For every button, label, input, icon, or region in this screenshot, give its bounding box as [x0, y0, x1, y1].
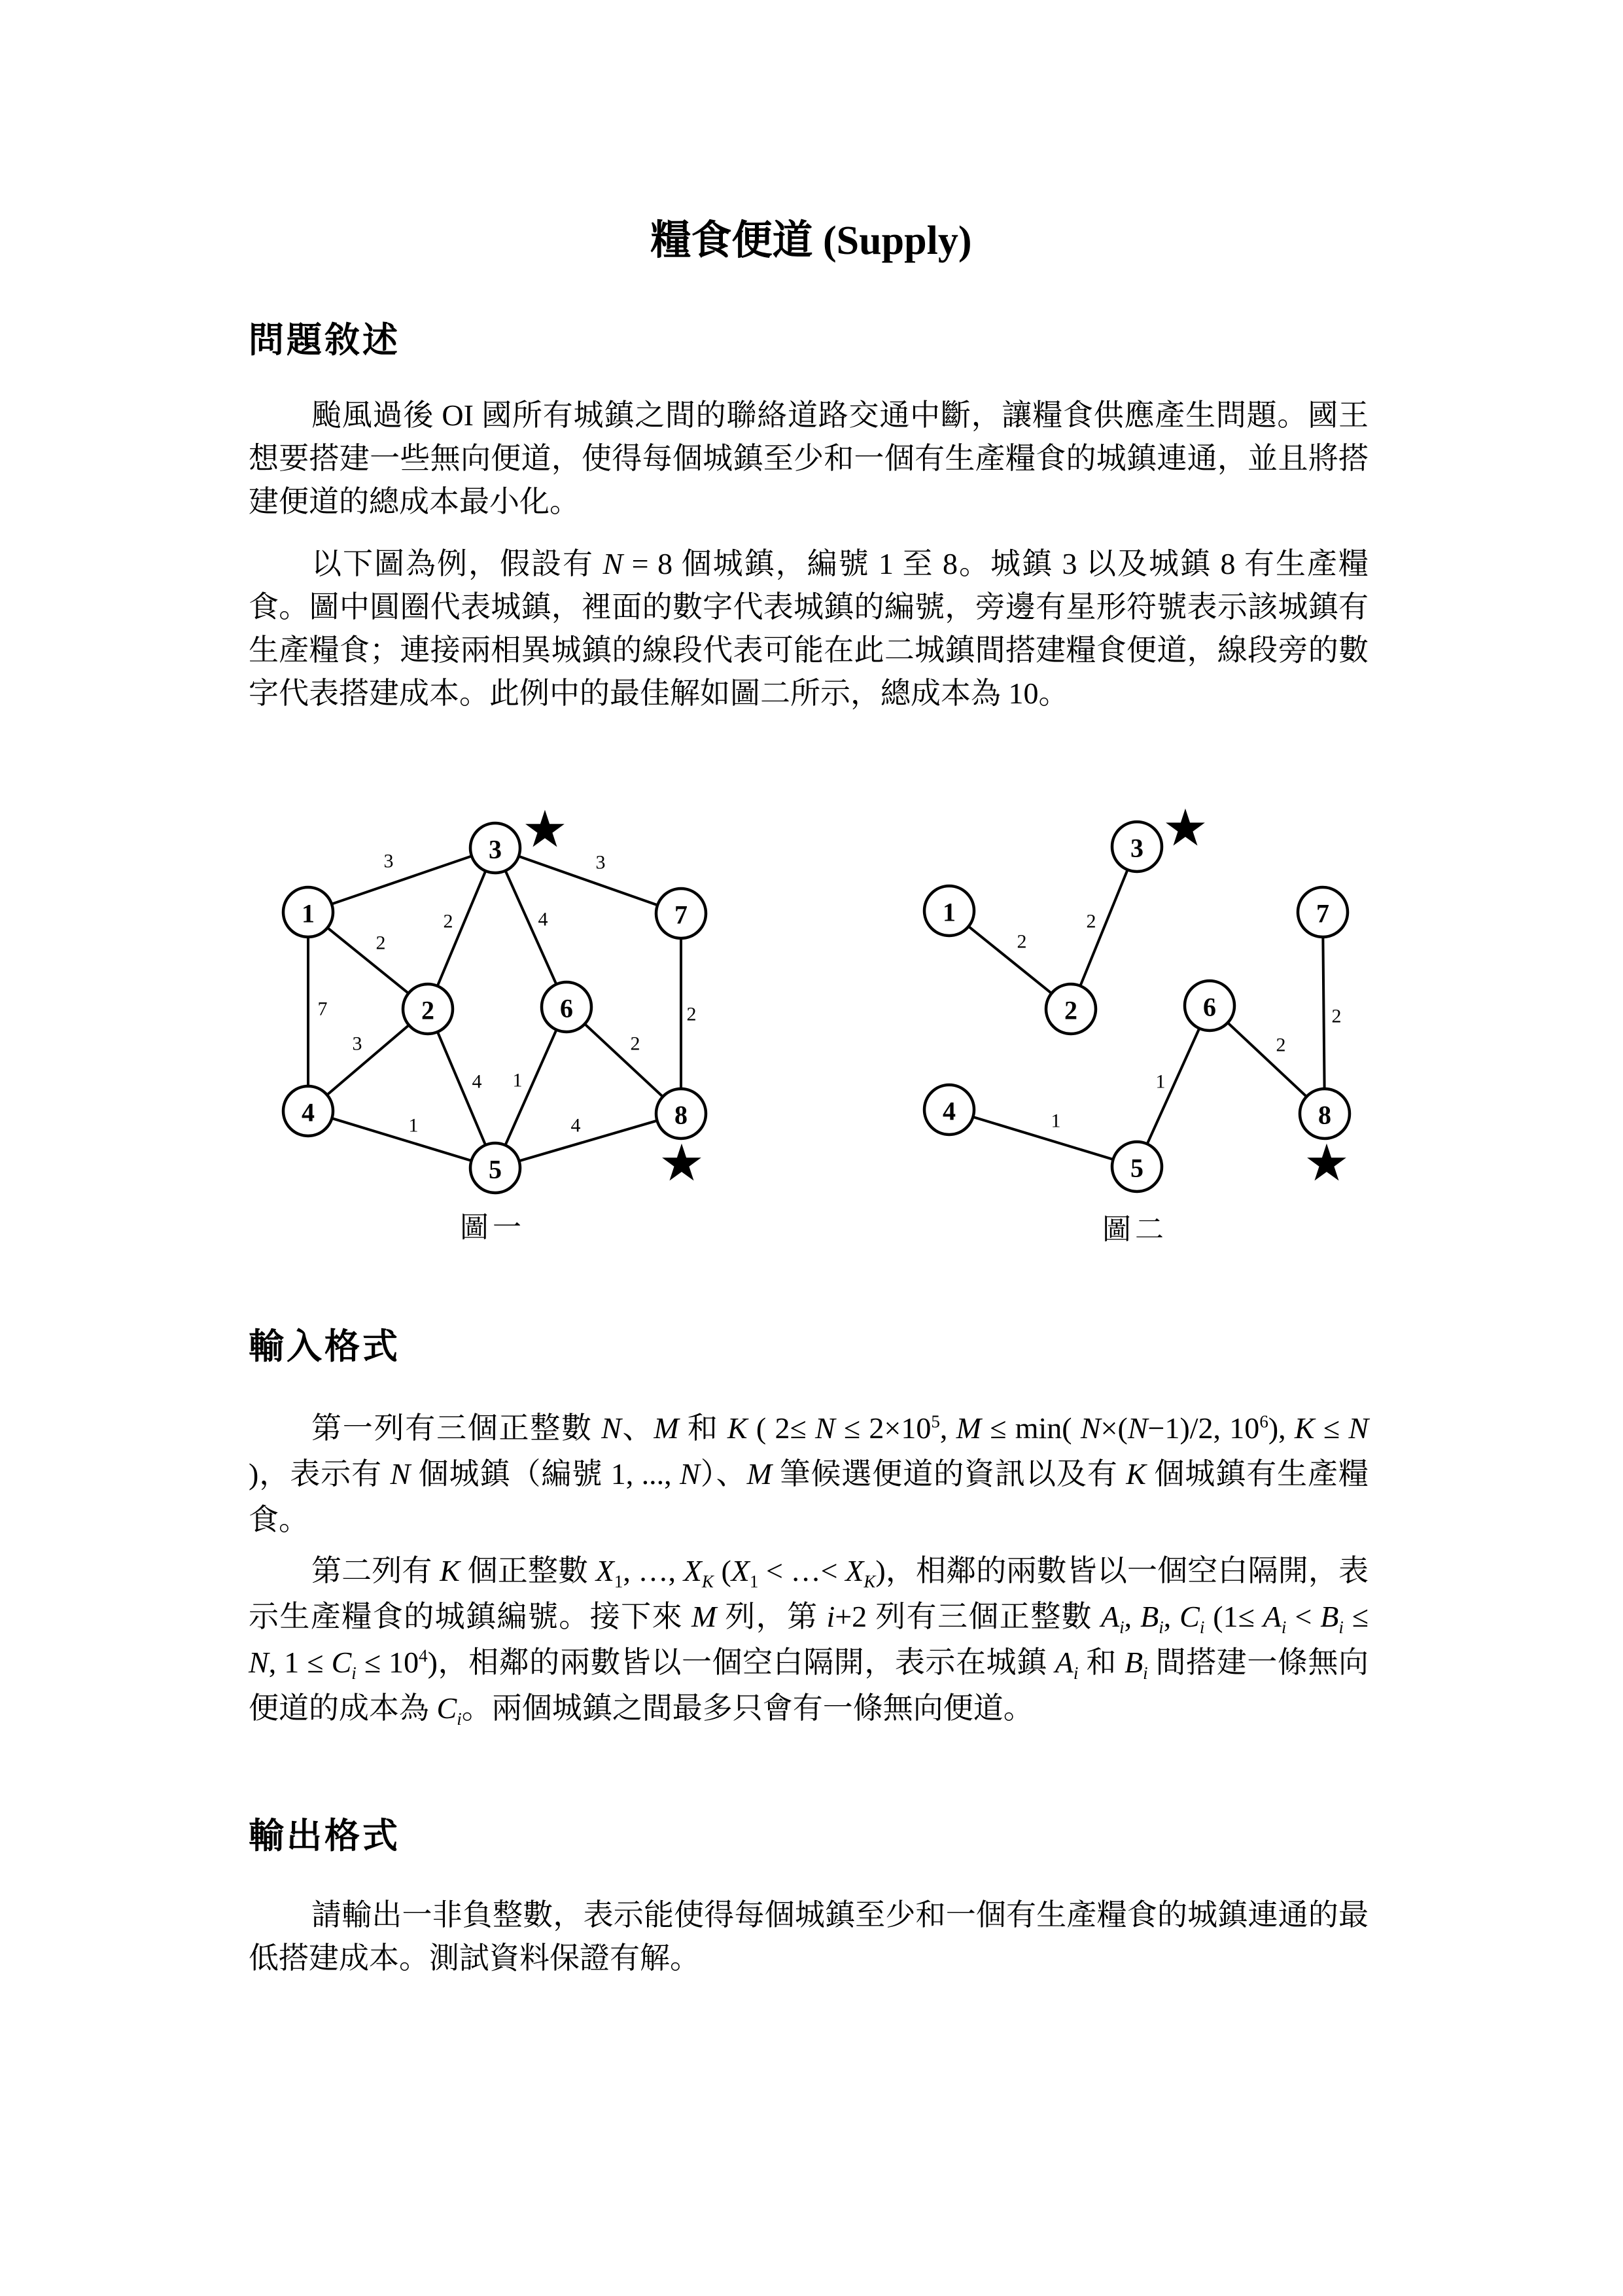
math-variable: N [1127, 1411, 1148, 1445]
math-variable: B [1125, 1646, 1143, 1679]
text-run: ≤ min( [981, 1411, 1081, 1445]
town-node-label-3: 3 [1130, 833, 1143, 863]
edge-weight-2-3: 2 [1086, 910, 1096, 932]
edge-weight-6-8: 2 [630, 1033, 640, 1055]
math-variable: i [1199, 1617, 1205, 1638]
graph-edge-4-5 [308, 1111, 495, 1168]
math-variable: M [746, 1457, 772, 1491]
math-variable: K [727, 1411, 748, 1445]
town-node-label-8: 8 [674, 1100, 688, 1130]
text-run: ), [1268, 1411, 1295, 1445]
math-variable: N [680, 1457, 700, 1491]
figure-one-graph [249, 802, 759, 1273]
text-run: 。兩個城鎮之間最多只會有一條無向便道。 [461, 1691, 1034, 1725]
graph-edge-5-8 [495, 1114, 681, 1168]
food-producer-star-icon: ★ [659, 1134, 705, 1193]
text-run: ( [713, 1554, 731, 1587]
math-variable: i [351, 1663, 357, 1684]
math-variable: i [1073, 1663, 1079, 1684]
town-node-label-8: 8 [1318, 1100, 1331, 1130]
math-variable: K [864, 1572, 876, 1592]
math-variable: X [845, 1554, 864, 1587]
edge-weight-5-8: 4 [570, 1114, 581, 1137]
text-run: , [1163, 1600, 1180, 1633]
text-run: 4 [419, 1646, 428, 1666]
town-node-label-3: 3 [489, 834, 502, 864]
text-run: ≤ 10 [356, 1646, 419, 1679]
town-node-label-2: 2 [421, 995, 434, 1025]
math-variable: N [390, 1457, 411, 1491]
edge-weight-1-2: 2 [375, 932, 386, 954]
heading-input-format: 輸入格式 [249, 1327, 400, 1366]
text-run: ≤ 2×10 [835, 1411, 932, 1445]
math-variable: A [1055, 1646, 1073, 1679]
graph-edge-5-6 [1137, 1006, 1210, 1167]
output-paragraph-1 [249, 1894, 1369, 1980]
text-run: (1≤ [1204, 1600, 1263, 1633]
math-variable: i [826, 1600, 835, 1633]
math-variable: C [331, 1646, 352, 1679]
text-run: 1 [614, 1572, 623, 1592]
text-run: 個城鎮（編號 1, ..., [410, 1457, 680, 1491]
heading-problem-description: 問題敘述 [249, 321, 400, 360]
text-run: 個城鎮有生產糧食。 [249, 1457, 1369, 1536]
edge-weight-7-8: 2 [686, 1003, 697, 1025]
edge-weight-7-8: 2 [1331, 1005, 1342, 1027]
math-variable: M [956, 1411, 981, 1445]
math-variable: X [683, 1554, 702, 1587]
math-variable: i [1281, 1617, 1287, 1638]
edge-weight-1-2: 2 [1017, 930, 1027, 953]
math-variable: N [1348, 1411, 1369, 1445]
text-run: 5 [931, 1411, 940, 1432]
math-variable: N [602, 547, 623, 580]
edge-weight-4-5: 1 [1051, 1110, 1061, 1132]
text-run: , …, [623, 1554, 684, 1587]
math-variable: K [701, 1572, 714, 1592]
math-variable: M [654, 1411, 679, 1445]
town-node-label-4: 4 [302, 1097, 315, 1127]
text-run: 列，第 [716, 1600, 827, 1633]
text-run: 6 [1259, 1411, 1268, 1432]
town-node-label-5: 5 [489, 1154, 502, 1184]
edge-weight-5-6: 1 [1155, 1070, 1166, 1093]
problem-paragraph-1 [249, 394, 1369, 523]
text-run: ( 2≤ [747, 1411, 815, 1445]
heading-output-format: 輸出格式 [249, 1816, 400, 1856]
math-variable: K [1294, 1411, 1315, 1445]
math-variable: X [595, 1554, 614, 1587]
text-run: )，表示有 [249, 1457, 391, 1491]
math-variable: N [1080, 1411, 1101, 1445]
text-run: ≤ [1314, 1411, 1349, 1445]
text-run: 請輸出一非負整數，表示能使得每個城鎮至少和一個有生產糧食的城鎮連通的最低搭建成本。測試資料保證有解。 [249, 1898, 1369, 1975]
graph-edge-5-6 [495, 1007, 567, 1168]
input-paragraph-1 [249, 1405, 1369, 1543]
town-node-label-1: 1 [943, 897, 956, 927]
text-run: )，相鄰的兩數皆以一個空白隔開，表示在城鎮 [427, 1646, 1055, 1679]
edge-weight-6-8: 2 [1276, 1034, 1286, 1056]
text-run: 1 [749, 1572, 759, 1592]
math-variable: C [1179, 1600, 1200, 1633]
page-title: 糧食便道 (Supply) [650, 219, 972, 263]
text-run: 和 [678, 1411, 727, 1445]
text-run: < …< [758, 1554, 846, 1587]
math-variable: C [436, 1691, 457, 1725]
text-run: ≤ [1343, 1600, 1369, 1633]
math-variable: A [1101, 1600, 1120, 1633]
figure-caption: 圖二 [1102, 1213, 1168, 1246]
text-run: 第一列有三個正整數 [311, 1411, 602, 1445]
problem-paragraph-2 [249, 542, 1369, 715]
math-variable: N [814, 1411, 835, 1445]
town-node-label-7: 7 [1316, 898, 1329, 928]
text-run: 筆候選便道的資訊以及有 [771, 1457, 1126, 1491]
edge-weight-5-6: 1 [512, 1069, 523, 1091]
input-paragraph-2 [249, 1548, 1369, 1731]
graph-edge-1-3 [308, 848, 495, 912]
text-run: 間搭建一條無向便道的成本為 [249, 1646, 1369, 1725]
math-variable: K [1126, 1457, 1146, 1491]
math-variable: B [1140, 1600, 1159, 1633]
math-variable: i [457, 1709, 462, 1729]
math-variable: i [1159, 1617, 1164, 1638]
math-variable: B [1320, 1600, 1339, 1633]
text-run: , [939, 1411, 956, 1445]
text-run: 、 [621, 1411, 654, 1445]
edge-weight-1-3: 3 [383, 850, 394, 872]
town-node-label-2: 2 [1064, 995, 1077, 1025]
text-run: 個正整數 [459, 1554, 596, 1587]
math-variable: K [440, 1554, 460, 1587]
edge-weight-3-6: 4 [538, 908, 548, 930]
math-variable: X [731, 1554, 750, 1587]
edge-weight-1-4: 7 [317, 998, 328, 1020]
math-variable: i [1338, 1617, 1344, 1638]
text-run: , [1124, 1600, 1141, 1633]
text-run: 颱風過後 OI 國所有城鎮之間的聯絡道路交通中斷，讓糧食供應產生問題。國王想要搭建一些無向便道，使得每個城鎮至少和一個有生產糧食的城鎮連通，並且將搭建便道的總成本最小化。 [249, 398, 1369, 518]
text-run: 第二列有 [311, 1554, 440, 1587]
food-producer-star-icon: ★ [1162, 802, 1208, 858]
text-run: = 8 個城鎮，編號 1 至 8。城鎮 3 以及城鎮 8 有生產糧食。圖中圓圈代表城鎮，裡面的數字代表城鎮的編號，旁邊有星形符號表示該城鎮有生產糧食；連接兩相異城鎮的線段代表可能在此二城鎮間搭建糧食便道，線段旁的數字代表搭建成本。此例中的最佳解如圖二所示，總成本為 10。 [249, 547, 1369, 710]
edge-weight-3-7: 3 [595, 851, 606, 874]
math-variable: N [249, 1646, 269, 1679]
town-node-label-4: 4 [943, 1096, 956, 1126]
edge-weight-4-5: 1 [408, 1114, 419, 1137]
figure-two-graph [909, 802, 1380, 1273]
text-run: , 1 ≤ [268, 1646, 332, 1679]
text-run: < [1286, 1600, 1321, 1633]
town-node-label-5: 5 [1130, 1153, 1143, 1183]
figure-caption: 圖一 [460, 1211, 525, 1244]
math-variable: N [601, 1411, 621, 1445]
edge-weight-2-3: 2 [443, 910, 453, 932]
text-run: 以下圖為例，假設有 [311, 547, 603, 580]
math-variable: i [1143, 1663, 1148, 1684]
edge-weight-2-4: 3 [352, 1033, 362, 1055]
town-node-label-7: 7 [674, 900, 688, 930]
math-variable: M [691, 1600, 717, 1633]
town-node-label-6: 6 [560, 993, 573, 1023]
text-run: ）、 [699, 1457, 747, 1491]
food-producer-star-icon: ★ [1304, 1134, 1350, 1193]
town-node-label-1: 1 [302, 898, 315, 928]
text-run: )，相鄰的兩數皆以一個空白隔開，表示生產糧食的城鎮編號。接下來 [249, 1554, 1369, 1633]
graph-edge-4-5 [949, 1110, 1137, 1167]
food-producer-star-icon: ★ [522, 802, 568, 859]
text-run: ×( [1100, 1411, 1128, 1445]
graph-edge-7-8 [1323, 912, 1325, 1114]
text-run: −1)/2, 10 [1147, 1411, 1260, 1445]
edge-weight-2-5: 4 [472, 1070, 482, 1093]
math-variable: i [1119, 1617, 1125, 1638]
text-run: +2 列有三個正整數 [835, 1600, 1102, 1633]
text-run: 和 [1078, 1646, 1125, 1679]
town-node-label-6: 6 [1203, 992, 1216, 1022]
math-variable: A [1263, 1600, 1282, 1633]
